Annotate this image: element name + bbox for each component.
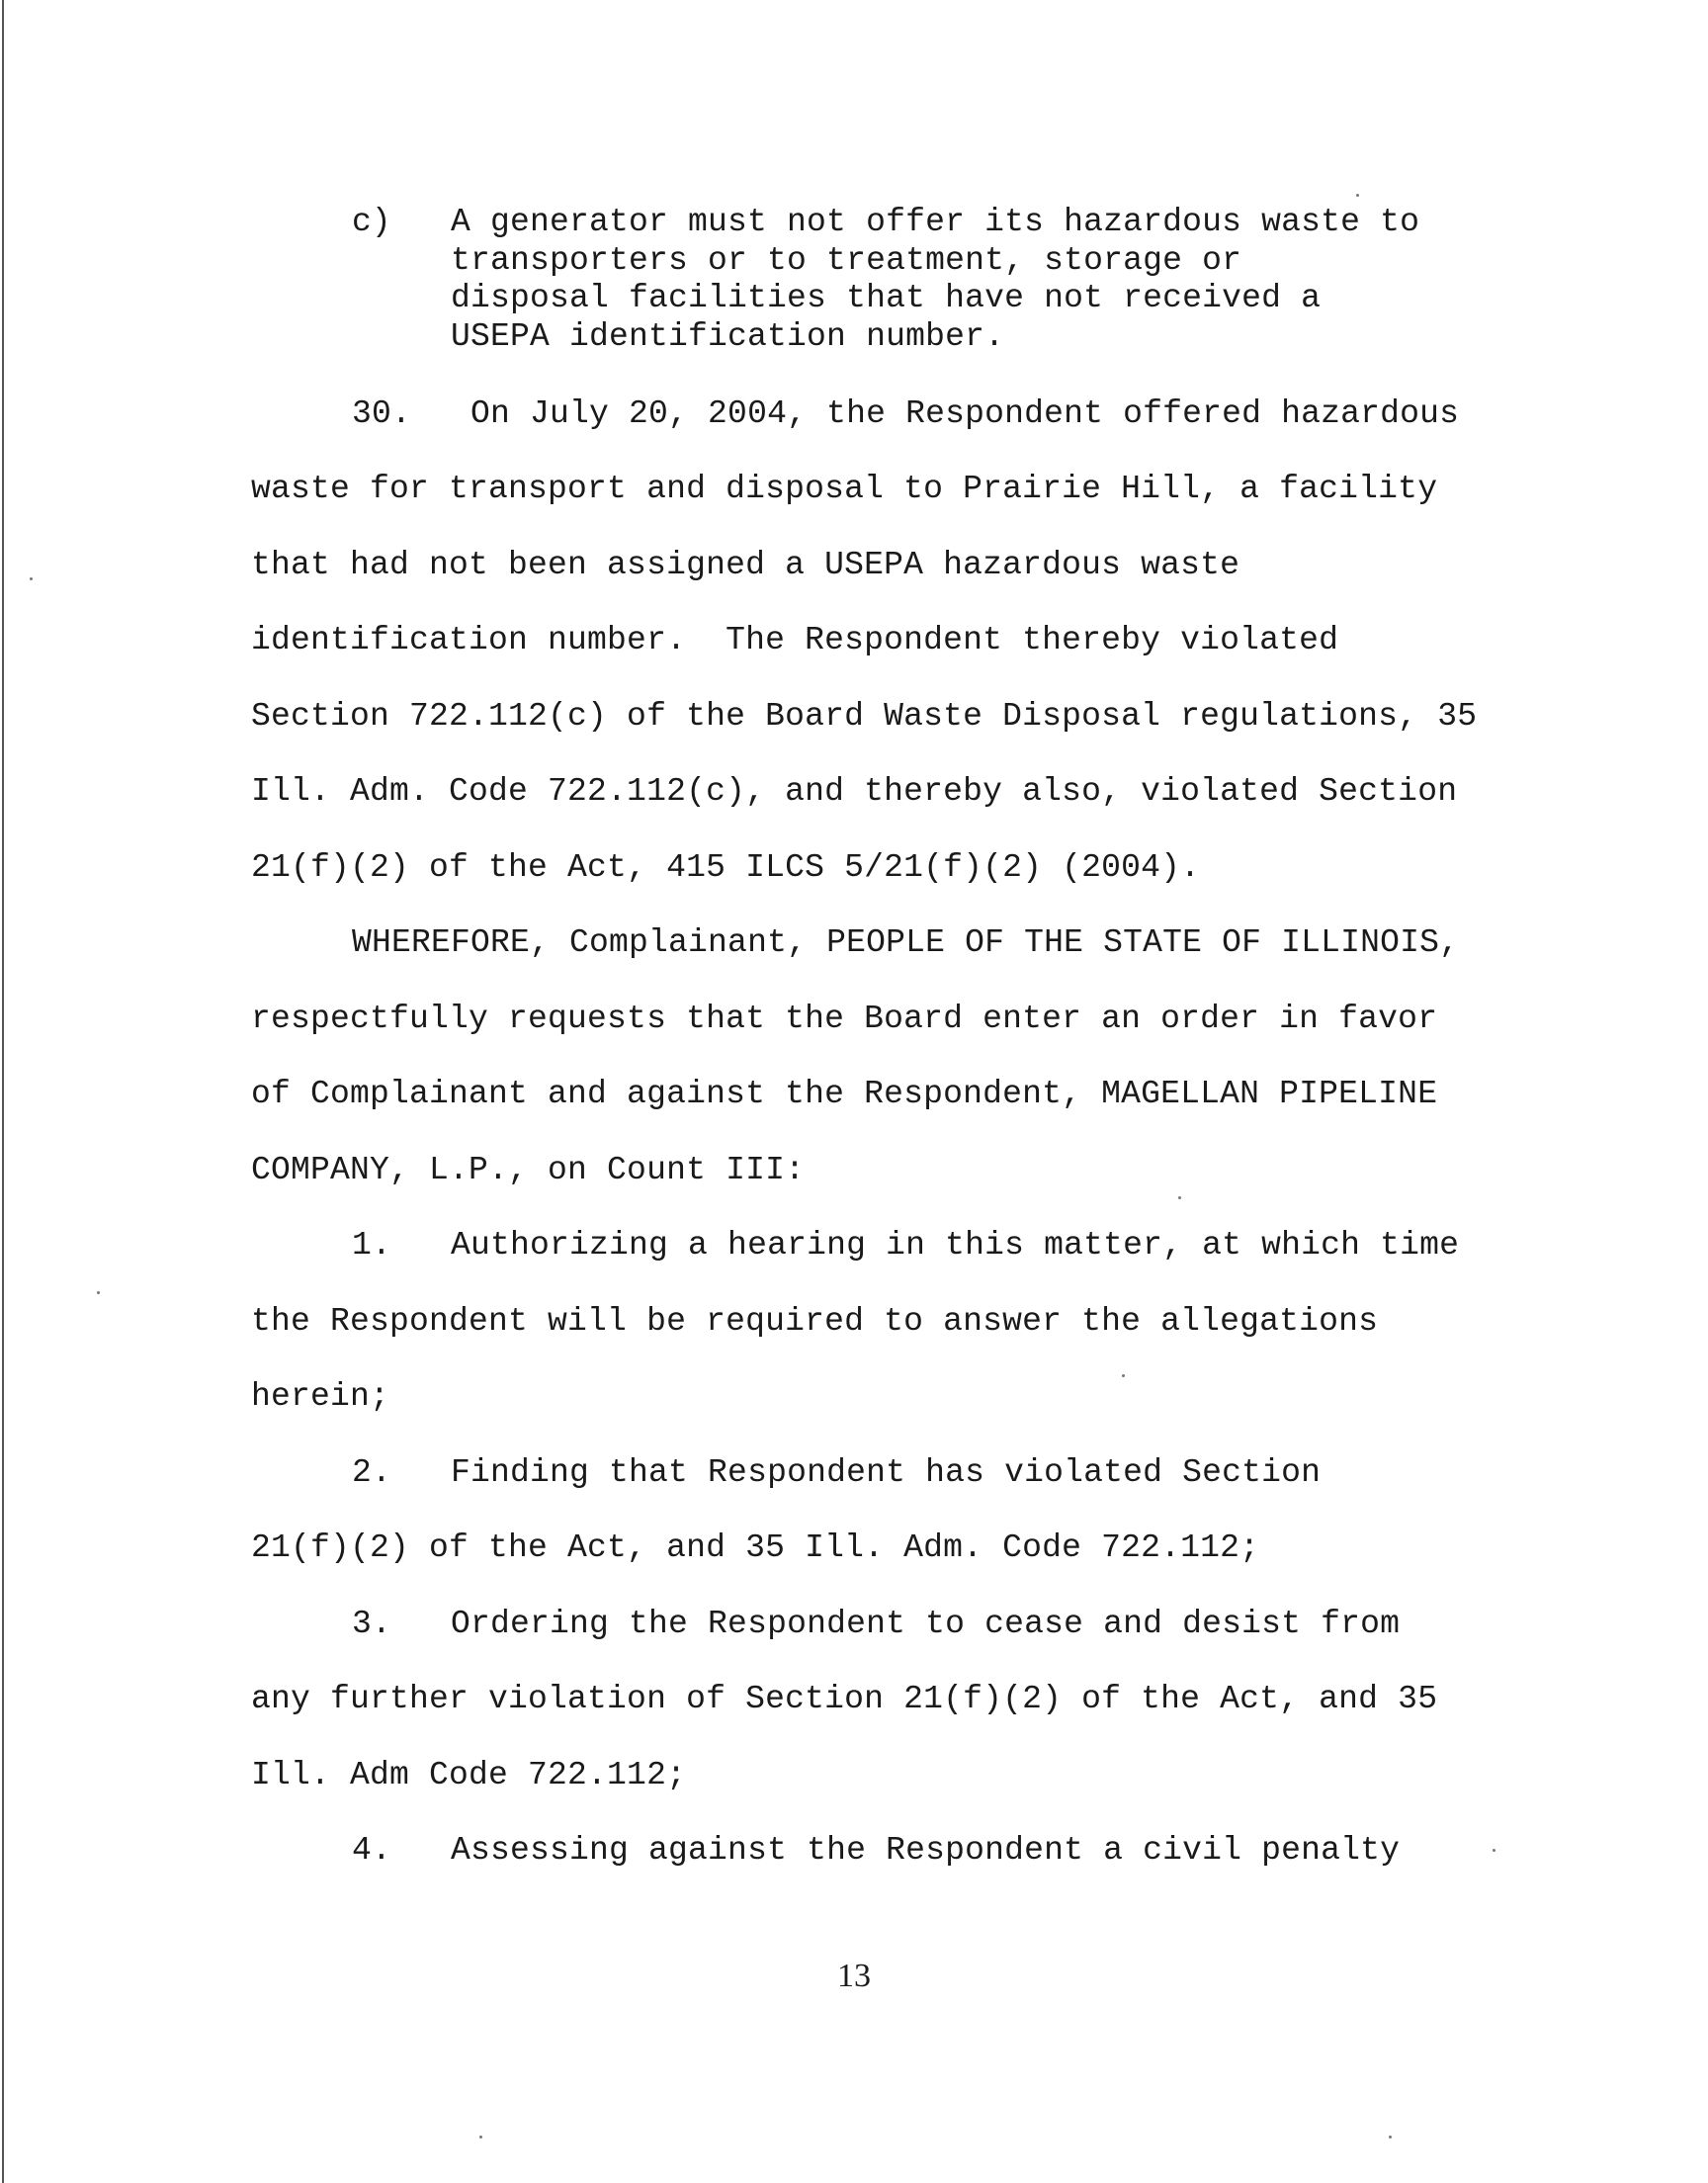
- scan-speck: [97, 1291, 100, 1294]
- subparagraph-c: [451, 204, 1419, 356]
- relief-item-2-line: 21(f)(2) of the Act, and 35 Ill. Adm. Code 722.112;: [251, 1529, 1260, 1566]
- subparagraph-line: A generator must not offer its hazardous waste to: [451, 204, 1420, 240]
- scan-speck: [1493, 1849, 1495, 1852]
- scan-edge-line: [2, 0, 4, 2183]
- paragraph-30-line: 30. On July 20, 2004, the Respondent offered hazardous: [352, 395, 1460, 432]
- paragraph-30-line: waste for transport and disposal to Prairie Hill, a facility: [251, 471, 1438, 507]
- paragraph-30-line: Section 722.112(c) of the Board Waste Disposal regulations, 35: [251, 698, 1478, 735]
- relief-item-1-line: 1. Authorizing a hearing in this matter, at which time: [352, 1227, 1460, 1264]
- relief-item-3-line: 3. Ordering the Respondent to cease and desist from: [352, 1606, 1401, 1642]
- relief-item-4-line: 4. Assessing against the Respondent a civil penalty: [352, 1832, 1401, 1869]
- paragraph-30-line: that had not been assigned a USEPA hazardous waste: [251, 547, 1240, 583]
- scan-speck: [479, 2136, 482, 2139]
- page-number: 13: [837, 1958, 871, 1994]
- relief-item-2-line: 2. Finding that Respondent has violated Section: [352, 1454, 1322, 1491]
- scan-speck: [1356, 194, 1359, 197]
- subparagraph-line: disposal facilities that have not received a: [451, 280, 1322, 316]
- wherefore-line: COMPANY, L.P., on Count III:: [251, 1152, 806, 1188]
- wherefore-line: WHEREFORE, Complainant, PEOPLE OF THE STATE OF ILLINOIS,: [352, 924, 1460, 961]
- relief-item-3-line: Ill. Adm Code 722.112;: [251, 1757, 687, 1793]
- subparagraph-line: USEPA identification number.: [451, 317, 1005, 355]
- scan-speck: [1122, 1374, 1125, 1377]
- scan-speck: [1178, 1196, 1181, 1199]
- scan-speck: [30, 577, 33, 580]
- subparagraph-label: c): [352, 204, 391, 240]
- paragraph-30-line: identification number. The Respondent thereby violated: [251, 622, 1339, 658]
- subparagraph-line: transporters or to treatment, storage or: [451, 241, 1242, 279]
- relief-item-3-line: any further violation of Section 21(f)(2) of the Act, and 35: [251, 1681, 1438, 1717]
- wherefore-line: of Complainant and against the Respondent, MAGELLAN PIPELINE: [251, 1076, 1438, 1112]
- relief-item-1-line: the Respondent will be required to answer the allegations: [251, 1303, 1379, 1340]
- wherefore-line: respectfully requests that the Board enter an order in favor: [251, 1001, 1438, 1037]
- paragraph-30-line: 21(f)(2) of the Act, 415 ILCS 5/21(f)(2) (2004).: [251, 849, 1201, 886]
- scan-speck: [1389, 2136, 1392, 2139]
- paragraph-30-line: Ill. Adm. Code 722.112(c), and thereby also, violated Section: [251, 773, 1458, 810]
- relief-item-1-line: herein;: [251, 1378, 390, 1415]
